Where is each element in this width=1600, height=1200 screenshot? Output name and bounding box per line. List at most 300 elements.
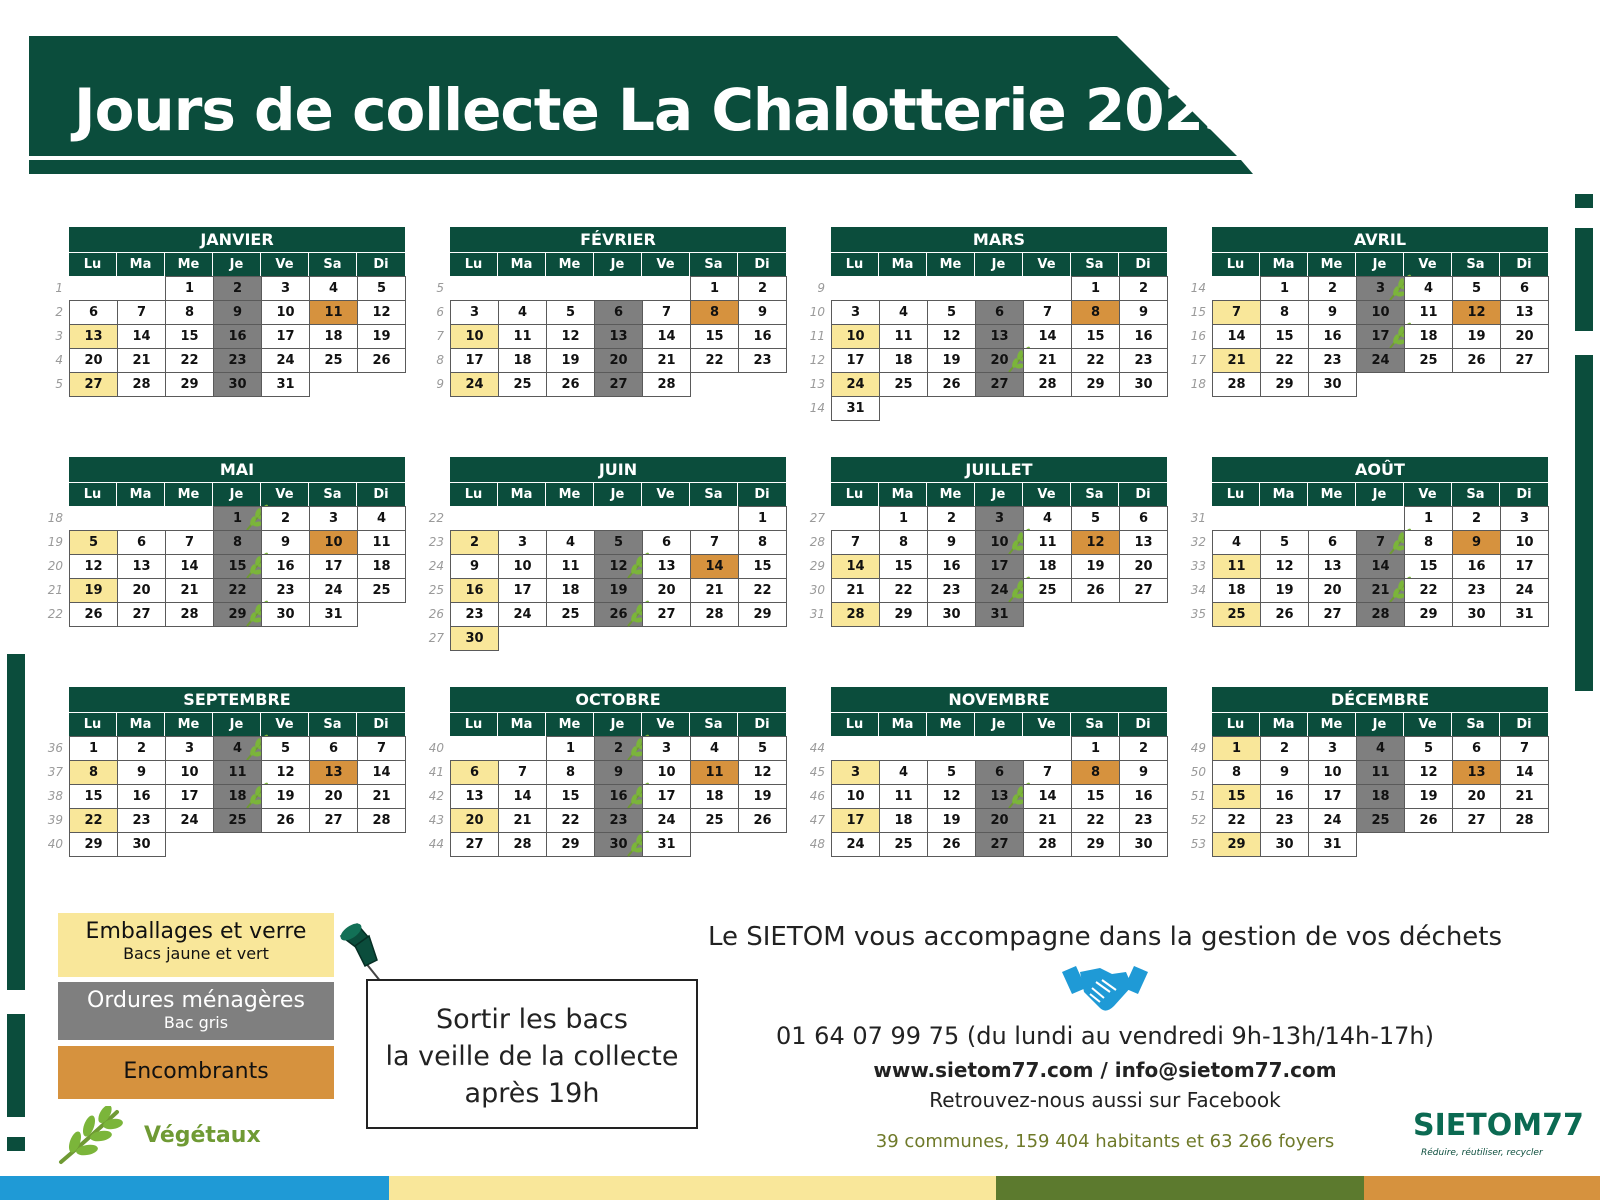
weekday-label: Je	[975, 252, 1023, 276]
day-cell: 2	[1308, 276, 1357, 301]
legend-ordures-title: Ordures ménagères	[87, 988, 305, 1013]
day-cell: 8	[1212, 760, 1261, 785]
logo-text: SIETOM77	[1413, 1108, 1584, 1143]
day-cell: 10	[831, 784, 880, 809]
day-cell: 22	[879, 578, 928, 603]
day-cell: 22	[1212, 808, 1261, 833]
month-title: OCTOBRE	[450, 687, 786, 712]
week-number: 32	[1190, 535, 1206, 549]
day-cell: 13	[975, 784, 1024, 809]
day-cell: 11	[1023, 530, 1072, 555]
day-cell: 21	[357, 784, 406, 809]
week-number: 15	[1190, 305, 1206, 319]
weekday-label: Ma	[117, 712, 165, 736]
day-cell: 22	[738, 578, 787, 603]
day-cell: 18	[1212, 578, 1261, 603]
day-cell: 24	[975, 578, 1024, 603]
weekday-label: Di	[1500, 712, 1548, 736]
day-cell: 7	[831, 530, 880, 555]
legend-encombrants	[58, 1046, 334, 1099]
day-cell: 6	[309, 736, 358, 761]
weekday-header	[450, 252, 786, 276]
day-cell: 13	[450, 784, 499, 809]
day-cell: 6	[1119, 506, 1168, 531]
day-cell: 15	[1404, 554, 1453, 579]
weekday-header	[450, 482, 786, 506]
day-cell: 21	[1212, 348, 1261, 373]
day-cell: 29	[879, 602, 928, 627]
day-cell: 9	[594, 760, 643, 785]
weekday-label: Ve	[1404, 712, 1452, 736]
day-cell: 9	[213, 300, 262, 325]
day-cell: 17	[831, 808, 880, 833]
day-cell: 31	[261, 372, 310, 397]
weekday-label: Je	[975, 482, 1023, 506]
day-cell: 12	[927, 324, 976, 349]
day-cell: 22	[69, 808, 118, 833]
week-number: 40	[47, 837, 63, 851]
day-cell: 3	[831, 300, 880, 325]
contact-web[interactable]: www.sietom77.com / info@sietom77.com	[873, 1058, 1337, 1082]
day-cell: 4	[1023, 506, 1072, 531]
day-cell: 28	[642, 372, 691, 397]
day-cell: 8	[165, 300, 214, 325]
day-cell: 20	[1119, 554, 1168, 579]
day-cell: 3	[1356, 276, 1405, 301]
day-cell: 15	[546, 784, 595, 809]
day-cell: 22	[213, 578, 262, 603]
contact-tagline: Le SIETOM vous accompagne dans la gestion de vos déchets	[707, 922, 1503, 952]
day-cell: 18	[546, 578, 595, 603]
day-cell: 2	[213, 276, 262, 301]
day-cell: 12	[69, 554, 118, 579]
weekday-label: Ve	[1404, 252, 1452, 276]
weekday-label: Di	[1500, 482, 1548, 506]
day-cell: 12	[594, 554, 643, 579]
day-cell: 24	[450, 372, 499, 397]
week-number: 14	[809, 401, 825, 415]
weekday-label: Me	[1308, 482, 1356, 506]
week-number: 41	[428, 765, 444, 779]
week-number: 42	[428, 789, 444, 803]
weekday-header	[1212, 482, 1548, 506]
day-cell: 30	[927, 602, 976, 627]
week-number: 27	[809, 511, 825, 525]
day-cell: 28	[1500, 808, 1549, 833]
weekday-label: Me	[1308, 712, 1356, 736]
day-cell: 4	[1212, 530, 1261, 555]
week-number: 23	[428, 535, 444, 549]
weekday-label: Lu	[450, 712, 498, 736]
weekday-label: Me	[165, 482, 213, 506]
day-cell: 8	[879, 530, 928, 555]
day-cell: 26	[594, 602, 643, 627]
week-number: 44	[428, 837, 444, 851]
day-cell: 28	[1023, 372, 1072, 397]
day-cell: 7	[1212, 300, 1261, 325]
day-cell: 29	[165, 372, 214, 397]
week-number: 9	[436, 377, 444, 391]
day-cell: 29	[1260, 372, 1309, 397]
day-cell: 21	[1500, 784, 1549, 809]
day-cell: 21	[831, 578, 880, 603]
day-cell: 14	[1356, 554, 1405, 579]
day-cell: 27	[642, 602, 691, 627]
day-cell: 26	[927, 372, 976, 397]
day-cell: 29	[1071, 832, 1120, 857]
day-cell: 19	[927, 808, 976, 833]
weekday-label: Me	[546, 252, 594, 276]
day-cell: 22	[1404, 578, 1453, 603]
day-cell: 17	[309, 554, 358, 579]
day-cell: 16	[1308, 324, 1357, 349]
weekday-label: Sa	[1452, 712, 1500, 736]
day-cell: 16	[1452, 554, 1501, 579]
weekday-label: Di	[1119, 712, 1167, 736]
day-cell: 16	[450, 578, 499, 603]
week-number: 48	[809, 837, 825, 851]
day-cell: 28	[1356, 602, 1405, 627]
weekday-label: Me	[546, 712, 594, 736]
day-cell: 24	[1356, 348, 1405, 373]
day-cell: 13	[1119, 530, 1168, 555]
day-cell: 26	[1260, 602, 1309, 627]
day-cell: 16	[213, 324, 262, 349]
week-number: 29	[809, 559, 825, 573]
stripe-yellow	[389, 1176, 996, 1200]
day-cell: 18	[690, 784, 739, 809]
day-cell: 12	[357, 300, 406, 325]
day-cell: 22	[165, 348, 214, 373]
weekday-label: Sa	[309, 482, 357, 506]
day-cell: 12	[1452, 300, 1501, 325]
weekday-label: Me	[1308, 252, 1356, 276]
day-cell: 6	[1452, 736, 1501, 761]
day-cell: 26	[738, 808, 787, 833]
day-cell: 21	[1023, 808, 1072, 833]
day-cell: 27	[69, 372, 118, 397]
weekday-header	[69, 252, 405, 276]
weekday-header	[1212, 712, 1548, 736]
legend-ordures	[58, 982, 334, 1040]
day-cell: 1	[738, 506, 787, 531]
month-title: SEPTEMBRE	[69, 687, 405, 712]
weekday-label: Je	[213, 252, 261, 276]
day-cell: 11	[546, 554, 595, 579]
day-cell: 8	[1071, 300, 1120, 325]
day-cell: 31	[1308, 832, 1357, 857]
week-number: 3	[55, 329, 63, 343]
day-cell: 7	[642, 300, 691, 325]
day-cell: 13	[309, 760, 358, 785]
week-number: 24	[428, 559, 444, 573]
weekday-label: Ve	[642, 252, 690, 276]
weekday-label: Je	[213, 482, 261, 506]
day-cell: 19	[1071, 554, 1120, 579]
day-cell: 1	[1071, 736, 1120, 761]
day-cell: 14	[498, 784, 547, 809]
day-cell: 1	[690, 276, 739, 301]
week-number: 35	[1190, 607, 1206, 621]
week-number: 33	[1190, 559, 1206, 573]
weekday-label: Je	[1356, 712, 1404, 736]
month-title: JANVIER	[69, 227, 405, 252]
day-cell: 17	[975, 554, 1024, 579]
day-cell: 10	[498, 554, 547, 579]
weekday-label: Me	[165, 252, 213, 276]
weekday-label: Ve	[642, 482, 690, 506]
page-title: Jours de collecte La Chalotterie 2025	[74, 76, 1243, 144]
week-number: 1	[55, 281, 63, 295]
day-cell: 20	[1500, 324, 1549, 349]
day-cell: 10	[165, 760, 214, 785]
day-cell: 3	[498, 530, 547, 555]
day-cell: 19	[546, 348, 595, 373]
day-cell: 12	[261, 760, 310, 785]
day-cell: 14	[1023, 784, 1072, 809]
day-cell: 23	[1308, 348, 1357, 373]
day-cell: 10	[1308, 760, 1357, 785]
day-cell: 28	[357, 808, 406, 833]
day-cell: 28	[690, 602, 739, 627]
weekday-label: Di	[738, 252, 786, 276]
day-cell: 31	[975, 602, 1024, 627]
weekday-header	[69, 482, 405, 506]
week-number: 31	[809, 607, 825, 621]
day-cell: 11	[357, 530, 406, 555]
day-cell: 20	[309, 784, 358, 809]
weekday-label: Ve	[261, 482, 309, 506]
day-cell: 13	[69, 324, 118, 349]
day-cell: 18	[879, 808, 928, 833]
month-title: AVRIL	[1212, 227, 1548, 252]
weekday-label: Di	[357, 252, 405, 276]
day-cell: 1	[1260, 276, 1309, 301]
day-cell: 7	[1356, 530, 1405, 555]
day-cell: 6	[1500, 276, 1549, 301]
weekday-label: Lu	[831, 712, 879, 736]
weekday-label: Me	[927, 712, 975, 736]
day-cell: 27	[309, 808, 358, 833]
day-cell: 21	[690, 578, 739, 603]
weekday-label: Ve	[1023, 712, 1071, 736]
day-cell: 5	[357, 276, 406, 301]
day-cell: 19	[1404, 784, 1453, 809]
day-cell: 1	[1404, 506, 1453, 531]
day-cell: 16	[1260, 784, 1309, 809]
contact-facebook: Retrouvez-nous aussi sur Facebook	[929, 1088, 1281, 1112]
week-number: 52	[1190, 813, 1206, 827]
weekday-header	[1212, 252, 1548, 276]
day-cell: 14	[165, 554, 214, 579]
month-title: DÉCEMBRE	[1212, 687, 1548, 712]
day-cell: 10	[1356, 300, 1405, 325]
day-cell: 9	[117, 760, 166, 785]
day-cell: 14	[1023, 324, 1072, 349]
day-cell: 15	[1260, 324, 1309, 349]
weekday-label: Je	[975, 712, 1023, 736]
day-cell: 19	[738, 784, 787, 809]
day-cell: 25	[357, 578, 406, 603]
day-cell: 24	[831, 832, 880, 857]
day-cell: 5	[738, 736, 787, 761]
day-cell: 26	[546, 372, 595, 397]
day-cell: 5	[1260, 530, 1309, 555]
day-cell: 25	[690, 808, 739, 833]
day-cell: 27	[117, 602, 166, 627]
day-cell: 27	[1500, 348, 1549, 373]
day-cell: 16	[117, 784, 166, 809]
weekday-label: Ma	[1260, 712, 1308, 736]
day-cell: 18	[1404, 324, 1453, 349]
week-number: 43	[428, 813, 444, 827]
handshake-icon	[1060, 962, 1150, 1018]
day-cell: 25	[1212, 602, 1261, 627]
day-cell: 10	[309, 530, 358, 555]
week-number: 27	[428, 631, 444, 645]
day-cell: 30	[117, 832, 166, 857]
day-cell: 20	[1452, 784, 1501, 809]
day-cell: 19	[357, 324, 406, 349]
day-cell: 24	[498, 602, 547, 627]
day-cell: 15	[165, 324, 214, 349]
day-cell: 28	[498, 832, 547, 857]
day-cell: 20	[975, 808, 1024, 833]
day-cell: 26	[261, 808, 310, 833]
day-cell: 30	[450, 626, 499, 651]
day-cell: 1	[546, 736, 595, 761]
day-cell: 14	[1212, 324, 1261, 349]
day-cell: 19	[1260, 578, 1309, 603]
week-number: 44	[809, 741, 825, 755]
day-cell: 21	[642, 348, 691, 373]
day-cell: 11	[1212, 554, 1261, 579]
left-deco-bar-2	[7, 1014, 25, 1117]
sietom-logo	[1413, 1108, 1584, 1160]
weekday-label: Sa	[1452, 252, 1500, 276]
left-deco-bar-3	[7, 1137, 25, 1151]
day-cell: 23	[1452, 578, 1501, 603]
day-cell: 21	[165, 578, 214, 603]
day-cell: 10	[831, 324, 880, 349]
week-number: 7	[436, 329, 444, 343]
day-cell: 20	[594, 348, 643, 373]
weekday-label: Sa	[1071, 482, 1119, 506]
day-cell: 16	[1119, 324, 1168, 349]
day-cell: 15	[213, 554, 262, 579]
day-cell: 9	[1119, 760, 1168, 785]
day-cell: 8	[69, 760, 118, 785]
day-cell: 14	[831, 554, 880, 579]
day-cell: 4	[213, 736, 262, 761]
day-cell: 25	[1404, 348, 1453, 373]
month-title: MAI	[69, 457, 405, 482]
weekday-label: Me	[546, 482, 594, 506]
day-cell: 11	[309, 300, 358, 325]
weekday-label: Di	[1500, 252, 1548, 276]
day-cell: 18	[498, 348, 547, 373]
weekday-label: Ve	[1404, 482, 1452, 506]
week-number: 38	[47, 789, 63, 803]
right-deco-bar-3	[1575, 355, 1593, 691]
weekday-label: Je	[594, 712, 642, 736]
day-cell: 27	[1119, 578, 1168, 603]
day-cell: 1	[69, 736, 118, 761]
day-cell: 13	[117, 554, 166, 579]
day-cell: 31	[831, 396, 880, 421]
day-cell: 10	[450, 324, 499, 349]
day-cell: 27	[450, 832, 499, 857]
day-cell: 10	[975, 530, 1024, 555]
day-cell: 17	[1308, 784, 1357, 809]
legend-encombrants-title: Encombrants	[123, 1059, 269, 1084]
week-number: 40	[428, 741, 444, 755]
day-cell: 22	[546, 808, 595, 833]
weekday-label: Lu	[69, 712, 117, 736]
week-number: 30	[809, 583, 825, 597]
day-cell: 28	[117, 372, 166, 397]
legend-emballages-sub: Bacs jaune et vert	[123, 944, 269, 963]
weekday-header	[831, 482, 1167, 506]
week-number: 5	[436, 281, 444, 295]
weekday-label: Lu	[1212, 252, 1260, 276]
day-cell: 13	[594, 324, 643, 349]
day-cell: 26	[357, 348, 406, 373]
day-cell: 25	[309, 348, 358, 373]
week-number: 50	[1190, 765, 1206, 779]
day-cell: 17	[165, 784, 214, 809]
day-cell: 12	[1260, 554, 1309, 579]
weekday-label: Ma	[879, 712, 927, 736]
day-cell: 5	[1404, 736, 1453, 761]
day-cell: 16	[927, 554, 976, 579]
day-cell: 23	[1260, 808, 1309, 833]
day-cell: 2	[1260, 736, 1309, 761]
day-cell: 26	[1452, 348, 1501, 373]
week-number: 16	[1190, 329, 1206, 343]
legend-vegetaux-label: Végétaux	[144, 1123, 261, 1148]
week-number: 20	[47, 559, 63, 573]
day-cell: 15	[879, 554, 928, 579]
day-cell: 1	[879, 506, 928, 531]
day-cell: 11	[1356, 760, 1405, 785]
day-cell: 16	[738, 324, 787, 349]
day-cell: 5	[261, 736, 310, 761]
day-cell: 6	[450, 760, 499, 785]
day-cell: 5	[927, 300, 976, 325]
weekday-label: Ve	[261, 252, 309, 276]
weekday-header	[450, 712, 786, 736]
day-cell: 13	[642, 554, 691, 579]
day-cell: 4	[690, 736, 739, 761]
day-cell: 7	[357, 736, 406, 761]
week-number: 49	[1190, 741, 1206, 755]
day-cell: 10	[261, 300, 310, 325]
weekday-label: Me	[165, 712, 213, 736]
day-cell: 12	[927, 784, 976, 809]
contact-phone: 01 64 07 99 75 (du lundi au vendredi 9h-13h/14h-17h)	[776, 1022, 1434, 1050]
weekday-label: Je	[594, 482, 642, 506]
day-cell: 26	[1404, 808, 1453, 833]
day-cell: 15	[1071, 784, 1120, 809]
day-cell: 18	[1356, 784, 1405, 809]
month-title: AOÛT	[1212, 457, 1548, 482]
day-cell: 29	[738, 602, 787, 627]
day-cell: 12	[546, 324, 595, 349]
day-cell: 30	[213, 372, 262, 397]
day-cell: 28	[165, 602, 214, 627]
day-cell: 23	[738, 348, 787, 373]
